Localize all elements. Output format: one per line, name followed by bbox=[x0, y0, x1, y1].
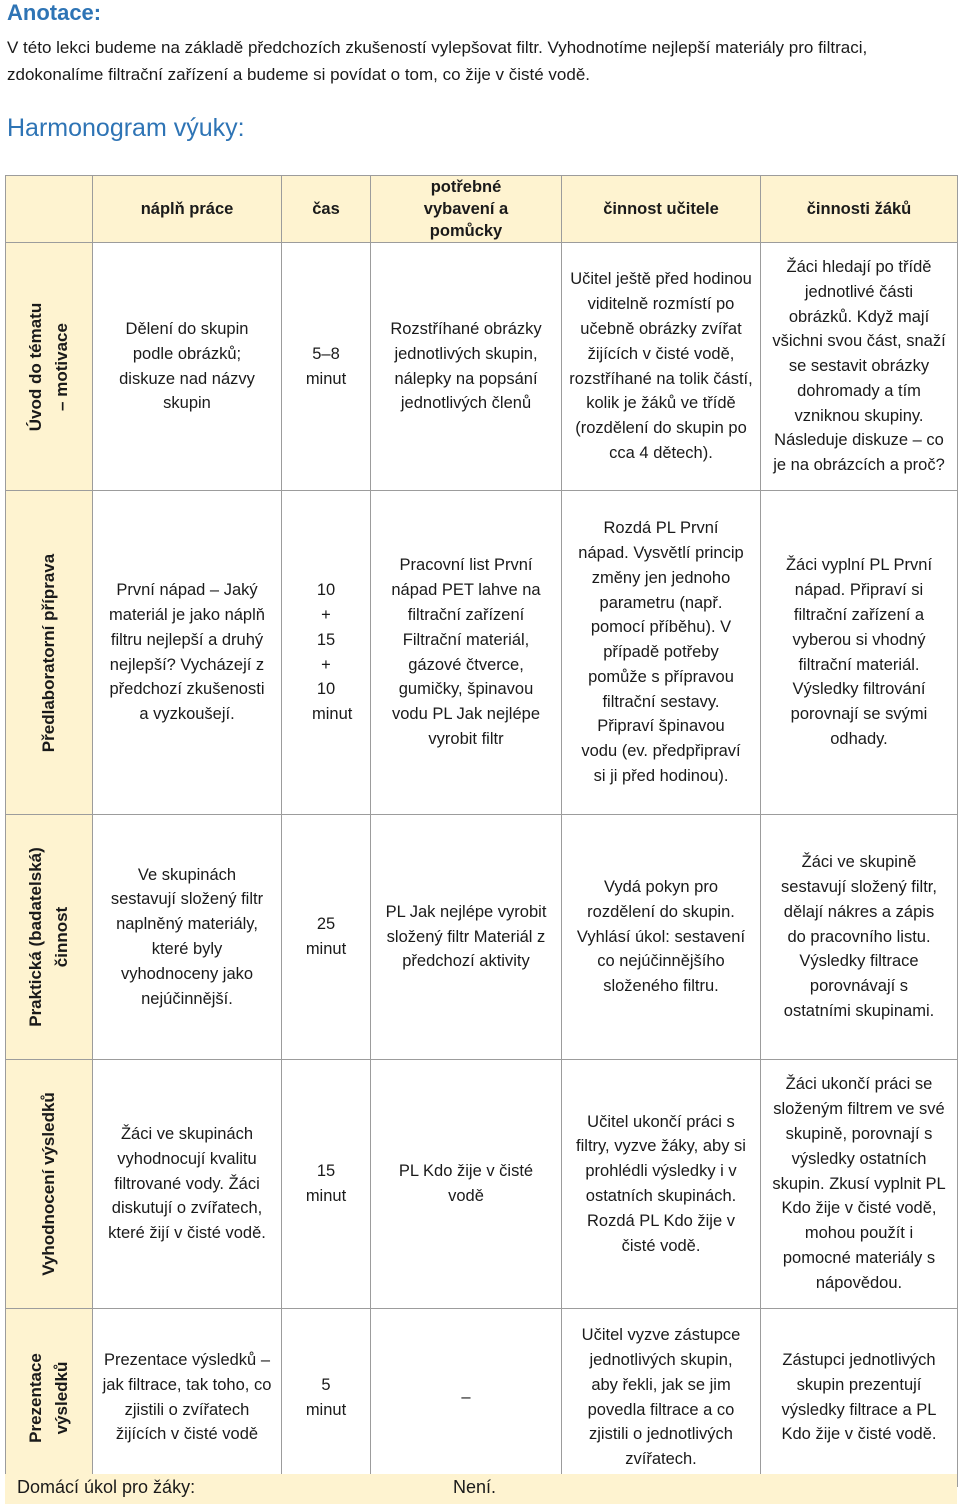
anotace-text: V této lekci budeme na základě předchozích zkušeností vylepšovat filtr. Vyhodnotíme nejlepší materiály pro filtraci, zdokonalíme filtrační zařízení a budeme si povídat o tom, co žije v čisté vodě. bbox=[7, 38, 868, 84]
napln-cell bbox=[93, 491, 282, 815]
vybaveni-text: PL Jak nejlépe vyrobit složený filtr Materiál z předchozí aktivity bbox=[385, 902, 547, 971]
napln-text: Prezentace výsledků – jak filtrace, tak toho, co zjistili o zvířatech žijících v čisté vodě bbox=[102, 1350, 272, 1444]
phase-label-line: Předlaboratorní příprava bbox=[39, 553, 58, 752]
zaci-cell bbox=[761, 1060, 958, 1309]
vybaveni-cell bbox=[371, 491, 562, 815]
phase-label bbox=[23, 1353, 75, 1443]
cas-cell bbox=[282, 243, 371, 491]
vybaveni-text: Rozstříhané obrázky jednotlivých skupin, nálepky na popsání jednotlivých členů bbox=[390, 319, 542, 413]
header-cas: čas bbox=[282, 176, 371, 243]
zaci-cell bbox=[761, 1309, 958, 1487]
phase-cell bbox=[6, 1060, 93, 1309]
vybaveni-cell bbox=[371, 815, 562, 1060]
phase-label bbox=[23, 302, 75, 430]
homework-label: Domácí úkol pro žáky: bbox=[17, 1477, 196, 1497]
napln-text: První nápad – Jaký materiál je jako náplň filtru nejlepší a druhý nejlepší? Vycházejí z předchozí zkušenosti a vyzkoušejí. bbox=[109, 581, 265, 724]
homework-row bbox=[5, 1474, 957, 1504]
phase-cell bbox=[6, 815, 93, 1060]
napln-text: Dělení do skupin podle obrázků; diskuze nad názvy skupin bbox=[119, 319, 255, 413]
ucitel-cell bbox=[562, 1060, 761, 1309]
schedule-table bbox=[5, 175, 958, 1487]
cas-text: 10 + 15 + 10 minut bbox=[312, 581, 353, 724]
napln-cell bbox=[93, 815, 282, 1060]
phase-label-line: Úvod do tématu bbox=[26, 302, 45, 431]
ucitel-text: Vydá pokyn pro rozdělení do skupin. Vyhlásí úkol: sestavení co nejúčinnějšího složeného filtru. bbox=[576, 878, 746, 996]
table-row bbox=[6, 1060, 958, 1309]
header-zaci: činnosti žáků bbox=[761, 176, 958, 243]
ucitel-text: Učitel ukončí práci s filtry, vyzve žáky, aby si prohlédli výsledky i v ostatních skupinách. Rozdá PL Kdo žije v čisté vodě. bbox=[576, 1112, 746, 1255]
vybaveni-cell bbox=[371, 1060, 562, 1309]
header-vybaveni-text: potřebné vybavení a pomůcky bbox=[423, 178, 509, 240]
table-header-row bbox=[6, 176, 958, 243]
cas-cell bbox=[282, 1060, 371, 1309]
zaci-cell bbox=[761, 491, 958, 815]
cas-text: 25 minut bbox=[305, 915, 347, 958]
phase-label-line: – motivace bbox=[52, 322, 71, 411]
cas-text: 5 minut bbox=[305, 1375, 347, 1419]
cas-text: 15 minut bbox=[305, 1162, 347, 1205]
napln-cell bbox=[93, 243, 282, 491]
cas-text: 5–8 minut bbox=[305, 344, 347, 388]
ucitel-cell bbox=[562, 491, 761, 815]
ucitel-cell bbox=[562, 1309, 761, 1487]
phase-cell bbox=[6, 491, 93, 815]
napln-cell bbox=[93, 1309, 282, 1487]
table-row bbox=[6, 1309, 958, 1487]
zaci-cell bbox=[761, 243, 958, 491]
ucitel-cell bbox=[562, 815, 761, 1060]
zaci-text: Žáci vyplní PL První nápad. Připraví si filtrační zařízení a vyberou si vhodný filtrační materiál. Výsledky filtrování porovnají se svými odhady. bbox=[785, 556, 933, 748]
header-vybaveni bbox=[371, 176, 562, 243]
zaci-text: Žáci hledají po třídě jednotlivé části obrázků. Když mají všichni svou část, snaží se sestavit obrázky dohromady a tím vzniknou skupiny. Následuje diskuze – co je na obrázcích a proč? bbox=[772, 257, 946, 475]
phase-label-line: činnost bbox=[52, 906, 71, 968]
ucitel-text: Učitel vyzve zástupce jednotlivých skupin, aby řekli, jak se jim povedla filtrace a co zjistili o jednotlivých zvířatech. bbox=[581, 1326, 741, 1469]
napln-text: Žáci ve skupinách vyhodnocují kvalitu filtrované vody. Žáci diskutují o zvířatech, které žijí v čisté vodě. bbox=[108, 1125, 266, 1243]
anotace-heading: Anotace: bbox=[7, 0, 102, 25]
zaci-text: Žáci ukončí práci se složeným filtrem ve své skupině, porovnají s výsledky ostatních skupin. Zkusí vyplnit PL Kdo žije v čisté vodě, mohou použít i pomocné materiály s nápovědou. bbox=[772, 1075, 946, 1292]
cas-cell bbox=[282, 491, 371, 815]
homework-value: Není. bbox=[453, 1477, 497, 1497]
cas-cell bbox=[282, 815, 371, 1060]
header-napln: náplň práce bbox=[93, 176, 282, 243]
harmonogram-heading: Harmonogram výuky: bbox=[7, 114, 245, 142]
header-ucitel: činnost učitele bbox=[562, 176, 761, 243]
vybaveni-cell bbox=[371, 1309, 562, 1487]
phase-label bbox=[36, 553, 62, 751]
table-row bbox=[6, 815, 958, 1060]
vybaveni-text: PL Kdo žije v čisté vodě bbox=[398, 1162, 534, 1205]
table-row bbox=[6, 491, 958, 815]
zaci-text: Zástupci jednotlivých skupin prezentují výsledky filtrace a PL Kdo žije v čisté vodě. bbox=[781, 1350, 937, 1444]
ucitel-text: Učitel ještě před hodinou viditelně rozmístí po učebně obrázky zvířat žijících v čisté vodě, rozstříhané na tolik částí, kolik je žáků ve třídě (rozdělení do skupin po cca 4 dětech). bbox=[569, 270, 753, 462]
phase-label bbox=[23, 847, 75, 1027]
phase-cell bbox=[6, 1309, 93, 1487]
phase-cell bbox=[6, 243, 93, 491]
table-row bbox=[6, 243, 958, 491]
header-corner bbox=[6, 176, 93, 243]
zaci-text: Žáci ve skupině sestavují složený filtr, dělají nákres a zápis do pracovního listu. Výsledky filtrace porovnávají s ostatními skupinami. bbox=[781, 853, 937, 1020]
vybaveni-text: Pracovní list První nápad PET lahve na filtrační zařízení Filtrační materiál, gázové čtverce, gumičky, špinavou vodu PL Jak nejlépe vyrobit filtr bbox=[391, 556, 541, 748]
phase-label bbox=[36, 1092, 62, 1276]
phase-label-line: výsledků bbox=[52, 1361, 71, 1434]
ucitel-cell bbox=[562, 243, 761, 491]
cas-cell bbox=[282, 1309, 371, 1487]
ucitel-text: Rozdá PL První nápad. Vysvětlí princip změny jen jednoho parametru (např. pomocí příběhu). V případě potřeby pomůže s přípravou filtrační sestavy. Připraví špinavou vodu (ev. předpřipraví si ji před hodinou). bbox=[578, 519, 744, 786]
vybaveni-cell bbox=[371, 243, 562, 491]
napln-cell bbox=[93, 1060, 282, 1309]
vybaveni-text: – bbox=[461, 1388, 471, 1407]
zaci-cell bbox=[761, 815, 958, 1060]
phase-label-line: Praktická (badatelská) bbox=[26, 847, 45, 1027]
napln-text: Ve skupinách sestavují složený filtr naplněný materiály, které byly vyhodnoceny jako nejúčinnější. bbox=[110, 865, 264, 1008]
phase-label-line: Vyhodnocení výsledků bbox=[39, 1092, 58, 1276]
phase-label-line: Prezentace bbox=[26, 1352, 45, 1443]
